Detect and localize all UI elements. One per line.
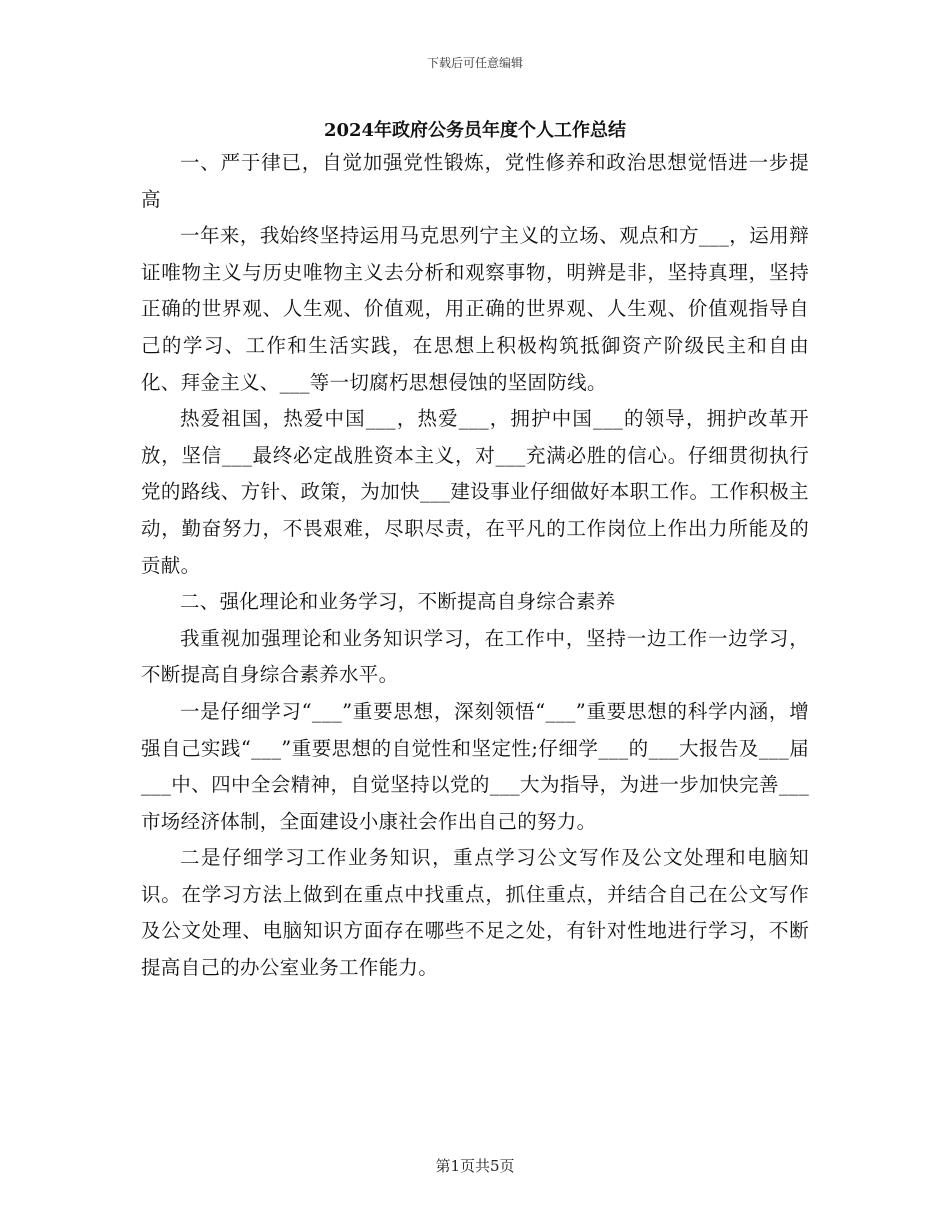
paragraph: 一年来，我始终坚持运用马克思列宁主义的立场、观点和方___，运用辩证唯物主义与历史唯物主义去分析和观察事物，明辨是非，坚持真理，坚持正确的世界观、人生观、价值观，用正确的世界观、人生观、价值观指导自己的学习、工作和生活实践，在思想上积极构筑抵御资产阶级民主和自由化、拜金主义、___等一切腐朽思想侵蚀的坚固防线。 bbox=[141, 224, 809, 394]
document-title: 2024年政府公务员年度个人工作总结 bbox=[323, 120, 627, 141]
page-number: 第1页共5页 bbox=[435, 1157, 515, 1175]
header-note: 下载后可任意编辑 bbox=[426, 56, 523, 70]
paragraph: 一是仔细学习“___”重要思想，深刻领悟“___”重要思想的科学内涵，增强自己实践“___”重要思想的自觉性和坚定性;仔细学___的___大报告及___届___中、四中全会精神，自觉坚持以党的___大为指导，为进一步加快完善___市场经济体制，全面建设小康社会作出自己的努力。 bbox=[141, 699, 809, 833]
document-body bbox=[141, 145, 809, 987]
paragraph-section-1-heading: 一、严于律已，自觉加强党性锻炼，党性修养和政治思想觉悟进一步提高 bbox=[141, 151, 809, 211]
paragraph: 热爱祖国，热爱中国___，热爱___，拥护中国___的领导，拥护改革开放，坚信___最终必定战胜资本主义，对___充满必胜的信心。仔细贯彻执行党的路线、方针、政策，为加快___建设事业仔细做好本职工作。工作积极主动，勤奋努力，不畏艰难，尽职尽责，在平凡的工作岗位上作出力所能及的贡献。 bbox=[141, 407, 809, 577]
paragraph: 我重视加强理论和业务知识学习，在工作中，坚持一边工作一边学习，不断提高自身综合素养水平。 bbox=[141, 626, 809, 687]
paragraph-section-2-heading: 二、强化理论和业务学习，不断提高自身综合素养 bbox=[180, 590, 616, 614]
paragraph: 二是仔细学习工作业务知识，重点学习公文写作及公文处理和电脑知识。在学习方法上做到在重点中找重点，抓住重点，并结合自己在公文写作及公文处理、电脑知识方面存在哪些不足之处，有针对性地进行学习，不断提高自己的办公室业务工作能力。 bbox=[141, 846, 809, 980]
